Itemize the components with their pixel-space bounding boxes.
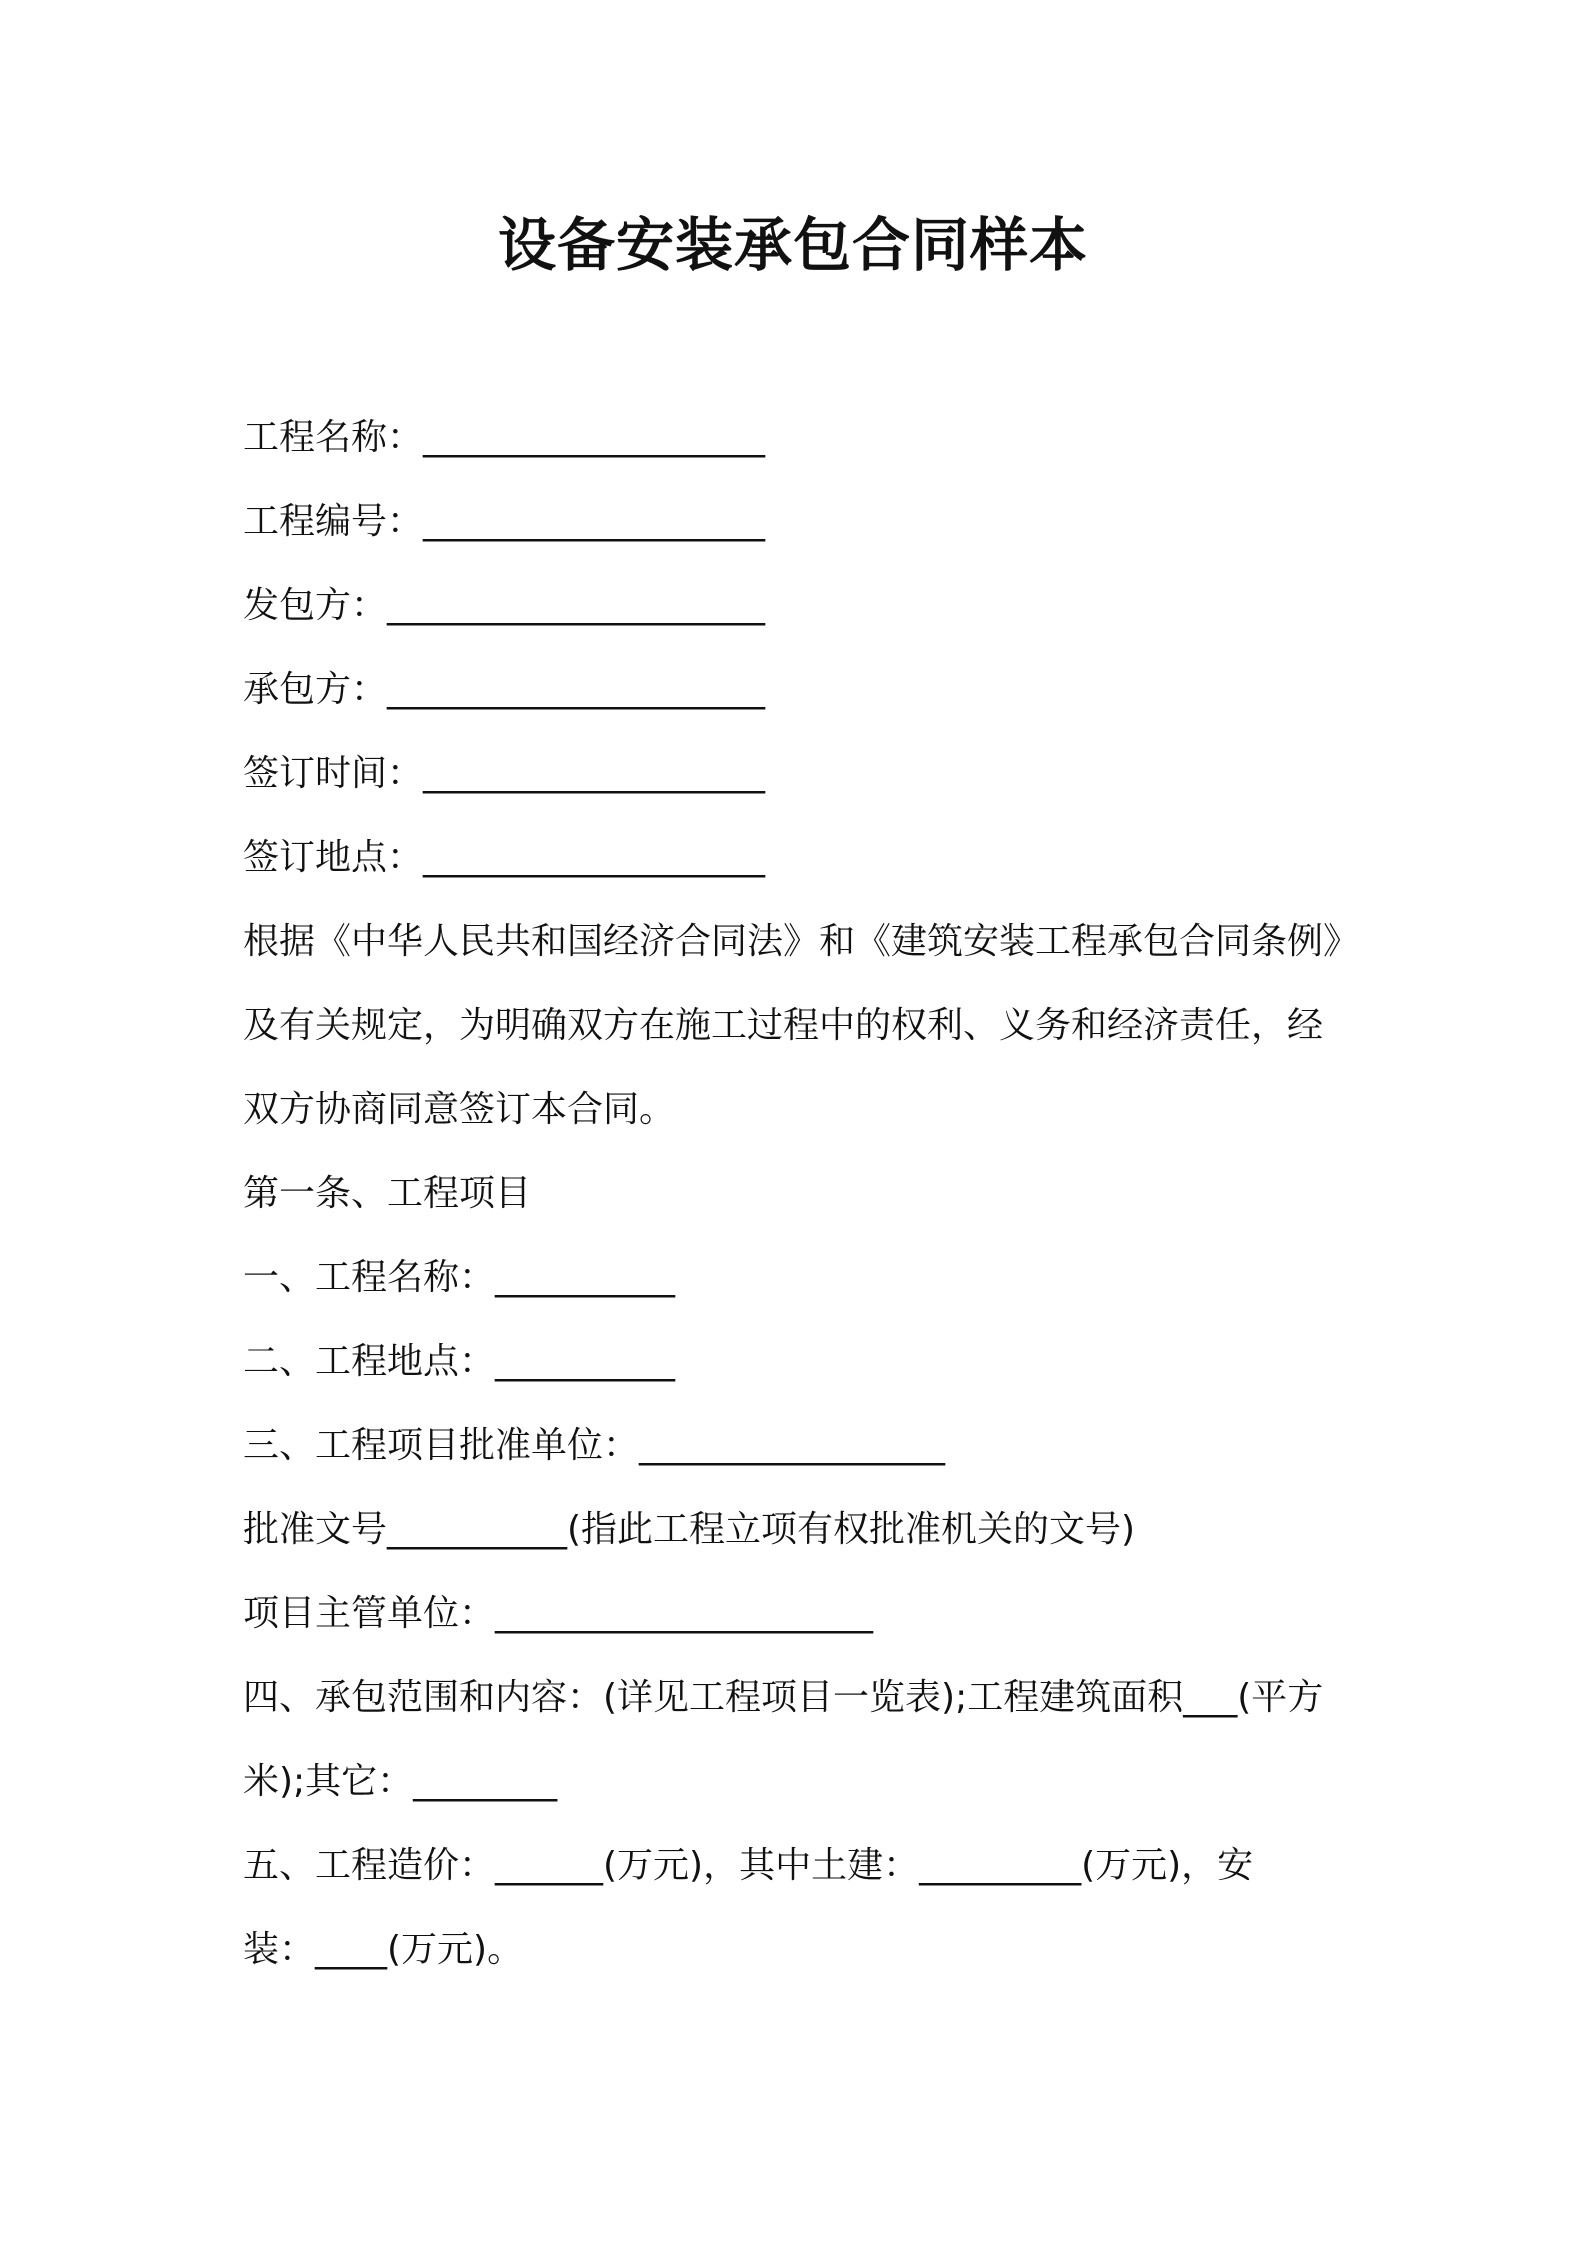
field-signing-place: 签订地点：___________________: [243, 837, 766, 878]
item-4-scope-line-1: 四、承包范围和内容：(详见工程项目一览表);工程建筑面积___(平方: [243, 1677, 1324, 1718]
item-1-project-name: 一、工程名称：__________: [243, 1257, 676, 1298]
field-contractor: 承包方：_____________________: [243, 669, 766, 710]
field-project-name: 工程名称：___________________: [243, 417, 766, 458]
item-4-scope-line-2: 米);其它：________: [243, 1761, 558, 1802]
approval-document-number: 批准文号__________(指此工程立项有权批准机关的文号): [243, 1509, 1136, 1550]
field-signing-time: 签订时间：___________________: [243, 753, 766, 794]
document-title: 设备安装承包合同样本: [497, 211, 1088, 279]
supervising-unit: 项目主管单位：_____________________: [243, 1593, 874, 1634]
item-5-cost-line-1: 五、工程造价：______(万元)，其中土建：_________(万元)，安: [243, 1845, 1254, 1886]
item-5-cost-line-2: 装：____(万元)。: [243, 1929, 524, 1970]
article-1-heading: 第一条、工程项目: [243, 1173, 532, 1214]
field-employer: 发包方：_____________________: [243, 585, 766, 626]
preamble-line-1: 根据《中华人民共和国经济合同法》和《建筑安装工程承包合同条例》: [243, 921, 1360, 962]
preamble-line-2: 及有关规定，为明确双方在施工过程中的权利、义务和经济责任，经: [243, 1005, 1324, 1046]
item-2-project-location: 二、工程地点：__________: [243, 1341, 676, 1382]
item-3-approval-unit: 三、工程项目批准单位：_________________: [243, 1425, 946, 1466]
field-project-number: 工程编号：___________________: [243, 501, 766, 542]
preamble-line-3: 双方协商同意签订本合同。: [243, 1089, 676, 1130]
document-body: [243, 396, 1363, 1992]
